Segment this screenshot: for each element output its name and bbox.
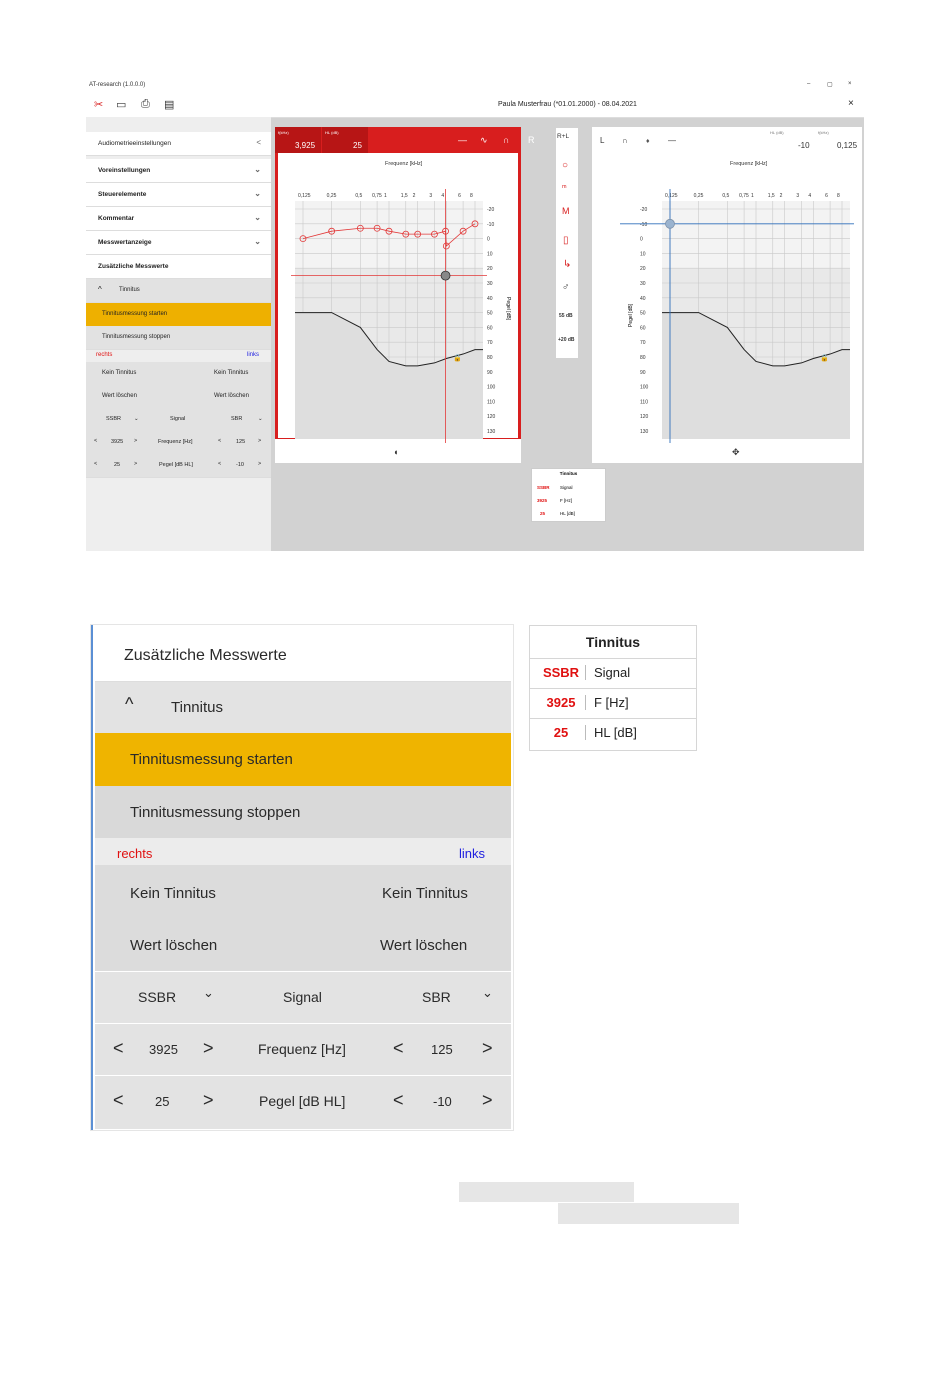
start-label: Tinnitusmessung starten: [102, 311, 168, 317]
left-ear-label: links: [247, 352, 260, 358]
x-tick-label: 0,75: [372, 193, 382, 199]
y-tick-label: 110: [640, 399, 648, 406]
clear-right-button[interactable]: Wert löschen: [102, 393, 137, 399]
x-tick-label: 1,5: [767, 193, 775, 199]
x-tick-label: 0,125: [665, 193, 678, 199]
frequency-row: [95, 1023, 511, 1075]
section-title: Zusätzliche Messwerte: [124, 647, 287, 664]
y-axis-title: Pegel [dB]: [505, 297, 511, 321]
y-tick-label: 80: [640, 355, 646, 361]
mini-freq-label: F [Hz]: [560, 498, 572, 503]
m-symbol-button[interactable]: M: [562, 206, 570, 216]
x-axis-title: Frequenz [kHz]: [385, 161, 423, 167]
patient-icon[interactable]: ✂: [94, 99, 104, 111]
right-ear-audiogram[interactable]: [275, 127, 535, 463]
signal-left-select[interactable]: SBR: [422, 989, 451, 1005]
clear-right-button[interactable]: Wert löschen: [130, 937, 218, 954]
right-ear-label: rechts: [96, 352, 113, 358]
mini-freq-value: 3925: [537, 498, 548, 503]
signal-right-select[interactable]: SSBR: [138, 989, 177, 1005]
freq-header-label: f(kHz): [818, 130, 829, 135]
minimize-button[interactable]: –: [807, 81, 811, 87]
redacted-block: [558, 1203, 739, 1224]
app-screenshot: [86, 79, 864, 551]
sidebar-item-label: Messwertanzeige: [98, 239, 152, 246]
mini-signal-value: SSBR: [537, 485, 550, 490]
freq-left-decrease-icon[interactable]: <: [393, 1038, 404, 1058]
masked-symbol-button[interactable]: ᵐ: [562, 183, 567, 192]
mini-tinnitus-table: [531, 468, 606, 522]
sidebar-item-label: Zusätzliche Messwerte: [98, 263, 169, 270]
rl-button[interactable]: R+L: [557, 133, 570, 140]
sidebar-item-audiometrieeinstellungen[interactable]: [86, 132, 271, 156]
y-tick-label: 80: [487, 355, 493, 361]
level-right-decrease-icon[interactable]: <: [113, 1090, 124, 1110]
ear-labels-row: [95, 838, 511, 865]
mini-level-label: HL [dB]: [560, 511, 575, 516]
sidebar-item-label: Voreinstellungen: [98, 167, 151, 174]
level-right-value: 25: [155, 1094, 170, 1109]
y-tick-label: -10: [487, 221, 495, 228]
left-ear-audiogram[interactable]: [592, 127, 862, 463]
chevron-up-icon: ^: [125, 694, 134, 714]
signal-label: Signal: [585, 665, 630, 680]
tinnitus-group-header[interactable]: [95, 681, 511, 734]
signal-row: [86, 408, 271, 432]
level-left-value: -10: [236, 462, 244, 468]
clear-row: [86, 385, 271, 409]
frequency-label: Frequenz [Hz]: [158, 439, 193, 445]
middle-toolbar: [556, 128, 578, 358]
freq-right-increase-icon[interactable]: >: [134, 438, 138, 444]
hl-header-value: -10: [798, 141, 810, 150]
frequency-row: [86, 431, 271, 455]
chevron-down-icon: ⌄: [134, 416, 139, 422]
hl-header-label: HL (dB): [770, 130, 784, 135]
freq-value: 3925: [546, 695, 576, 710]
y-tick-label: 50: [640, 310, 646, 317]
cursor-marker: [666, 219, 675, 228]
sidebar-item-zusaetzliche-messwerte[interactable]: [86, 255, 271, 279]
sidebar-item-label: Kommentar: [98, 215, 135, 222]
y-tick-label: 100: [487, 384, 496, 391]
level-label: Pegel [dB HL]: [259, 1093, 346, 1109]
table-row: [530, 659, 696, 689]
right-ear-label: rechts: [117, 846, 153, 861]
zoom-section-title: [95, 625, 511, 681]
bone-icon[interactable]: ♦: [646, 138, 650, 145]
x-tick-label: 0,125: [298, 193, 311, 199]
freq-left-increase-icon[interactable]: >: [258, 438, 262, 444]
sidebar-zoom-detail: [91, 625, 513, 1130]
y-tick-label: 120: [640, 414, 649, 421]
x-tick-label: 4: [808, 193, 812, 199]
circle-symbol-button[interactable]: ○: [562, 160, 569, 171]
signal-right-select[interactable]: SSBR: [106, 416, 121, 422]
x-tick-label: 6: [825, 193, 828, 199]
tinnitus-group-header[interactable]: [86, 279, 271, 303]
freq-header-value: 3,925: [295, 141, 316, 150]
tinnitus-table-title: Tinnitus: [530, 626, 696, 659]
y-tick-label: 70: [487, 340, 493, 347]
speaker-icon[interactable]: ◖: [393, 447, 399, 457]
start-tinnitus-button[interactable]: [95, 733, 511, 786]
frequency-label: Frequenz [Hz]: [258, 1041, 346, 1057]
freq-left-decrease-icon[interactable]: <: [218, 438, 222, 444]
left-ear-label: links: [459, 846, 486, 861]
hl-header-value: 25: [353, 141, 362, 150]
signal-label: Signal: [283, 989, 322, 1005]
clear-left-button[interactable]: Wert löschen: [380, 937, 468, 954]
freq-right-value: 3925: [111, 439, 124, 445]
lock-icon: 🔒: [820, 355, 829, 362]
maximize-button[interactable]: ▢: [827, 82, 833, 88]
stop-tinnitus-button[interactable]: [86, 326, 271, 350]
y-tick-label: 0: [640, 236, 643, 243]
sidebar-item-kommentar[interactable]: [86, 207, 271, 231]
tinnitus-table: [529, 625, 697, 751]
table-row: [530, 689, 696, 719]
y-tick-label: 130: [487, 429, 496, 435]
bone-symbol-button[interactable]: ▯: [563, 235, 569, 246]
x-tick-label: 0,25: [693, 193, 704, 199]
y-tick-label: 10: [640, 251, 646, 258]
y-tick-label: 90: [487, 369, 493, 376]
level-value: 25: [553, 725, 569, 740]
level-right-increase-icon[interactable]: >: [203, 1090, 214, 1110]
freq-right-decrease-icon[interactable]: <: [113, 1038, 124, 1058]
freq-left-value: 125: [431, 1042, 453, 1057]
toolbar: [86, 93, 864, 118]
y-tick-label: 40: [640, 295, 646, 302]
level-row: [86, 454, 271, 478]
close-patient-button[interactable]: ×: [848, 98, 854, 109]
y-tick-label: 60: [640, 325, 646, 332]
signal-left-select[interactable]: SBR: [231, 416, 243, 422]
level-right-increase-icon[interactable]: >: [134, 461, 138, 467]
y-tick-label: 0: [487, 236, 490, 243]
no-tinnitus-left-button[interactable]: Kein Tinnitus: [382, 885, 468, 902]
ear-labels-row: [86, 350, 271, 362]
tinnitus-header-label: Tinnitus: [119, 287, 140, 293]
level-left-value: -10: [433, 1094, 452, 1109]
freq-left-value: 125: [236, 439, 246, 445]
app-title: AT-research (1.0.0.0): [89, 82, 146, 88]
y-tick-label: 20: [487, 266, 493, 273]
sidebar: [86, 117, 271, 551]
level-left-increase-icon[interactable]: >: [258, 461, 262, 467]
y-tick-label: 30: [487, 281, 493, 287]
mini-signal-label: Signal: [560, 485, 573, 490]
chevron-down-icon: ⌄: [254, 189, 261, 198]
x-tick-label: 3: [429, 193, 433, 199]
y-tick-label: 70: [640, 340, 646, 347]
no-tinnitus-row: [86, 362, 271, 385]
sidebar-item-label: Steuerelemente: [98, 191, 147, 198]
y-tick-label: 120: [487, 414, 496, 421]
window-titlebar: [86, 79, 864, 93]
chevron-down-icon: ⌄: [254, 165, 261, 174]
window-close-button[interactable]: ×: [848, 81, 852, 87]
x-tick-label: 2: [412, 193, 416, 199]
level-right-decrease-icon[interactable]: <: [94, 461, 98, 467]
redacted-block: [459, 1182, 634, 1202]
plus20-button[interactable]: +20 dB: [558, 337, 575, 343]
headphone-icon[interactable]: ∩: [622, 136, 628, 145]
y-tick-label: 40: [487, 295, 493, 302]
y-tick-label: 90: [640, 369, 646, 376]
signal-label: Signal: [170, 416, 186, 422]
x-tick-label: 0,25: [326, 193, 337, 199]
headphone-icon[interactable]: ∩: [503, 135, 510, 145]
stop-tinnitus-button[interactable]: [95, 786, 511, 838]
chevron-down-icon: ⌄: [258, 416, 263, 422]
no-tinnitus-right-button[interactable]: Kein Tinnitus: [102, 370, 137, 376]
level-55-button[interactable]: 55 dB: [559, 313, 573, 319]
tinnitus-marker: [441, 271, 450, 280]
no-tinnitus-right-button[interactable]: Kein Tinnitus: [130, 885, 216, 902]
mini-level-value: 25: [540, 511, 546, 516]
y-tick-label: 20: [640, 266, 646, 273]
level-left-increase-icon[interactable]: >: [482, 1090, 493, 1110]
y-axis-title: Pegel [dB]: [628, 303, 634, 327]
level-left-decrease-icon[interactable]: <: [393, 1090, 404, 1110]
tinnitus-actions: [95, 865, 511, 971]
level-label: HL [dB]: [585, 725, 637, 740]
sidebar-item-steuerelemente[interactable]: [86, 183, 271, 207]
x-tick-label: 8: [470, 193, 473, 199]
hl-header-label: HL (dB): [325, 130, 339, 135]
x-tick-label: 4: [441, 193, 445, 199]
save-icon[interactable]: ▤: [164, 99, 175, 111]
y-tick-label: 130: [640, 429, 649, 435]
chevron-down-icon: ⌄: [482, 985, 493, 1000]
x-tick-label: 3: [796, 193, 800, 199]
freq-left-increase-icon[interactable]: >: [482, 1038, 493, 1058]
clear-left-button[interactable]: Wert löschen: [214, 393, 249, 399]
start-label: Tinnitusmessung starten: [130, 751, 293, 768]
lock-icon: 🔒: [453, 355, 462, 362]
y-tick-label: 60: [487, 325, 493, 332]
y-tick-label: 50: [487, 310, 493, 317]
mini-table-title: Tinnitus: [559, 471, 578, 476]
minus-icon[interactable]: —: [458, 135, 467, 145]
y-tick-label: 10: [487, 251, 493, 258]
y-tick-label: 100: [640, 384, 649, 391]
chevron-down-icon: ⌄: [203, 985, 214, 1000]
no-tinnitus-left-button[interactable]: Kein Tinnitus: [214, 370, 249, 376]
freq-header-label: f(kHz): [278, 130, 289, 135]
level-label: Pegel [dB HL]: [159, 462, 193, 468]
sidebar-item-messwertanzeige[interactable]: [86, 231, 271, 255]
freq-header-value: 0,125: [837, 141, 858, 150]
uncomfortable-symbol-button[interactable]: ♂: [562, 282, 570, 293]
y-tick-label: -20: [487, 207, 495, 213]
table-row: [530, 719, 696, 748]
y-tick-label: 110: [487, 399, 495, 406]
signal-value: SSBR: [542, 665, 580, 680]
sidebar-item-voreinstellungen[interactable]: [86, 159, 271, 183]
screen-icon[interactable]: ▭: [116, 99, 127, 111]
x-tick-label: 0,5: [355, 193, 363, 199]
x-tick-label: 8: [837, 193, 840, 199]
freq-label: F [Hz]: [585, 695, 629, 710]
tinnitus-label: Tinnitus: [171, 699, 223, 716]
level-row: [95, 1075, 511, 1129]
x-tick-label: 1: [751, 193, 754, 199]
waveform-icon[interactable]: ∿: [480, 135, 488, 145]
y-tick-label: -20: [640, 207, 648, 213]
freq-right-decrease-icon[interactable]: <: [94, 438, 98, 444]
level-right-value: 25: [114, 462, 121, 468]
left-ear-label: L: [600, 136, 605, 145]
x-axis-title: Frequenz [kHz]: [730, 161, 768, 167]
chevron-left-icon: <: [256, 138, 261, 147]
sidebar-item-label: Audiometrieeinstellungen: [98, 140, 171, 147]
x-tick-label: 1: [384, 193, 387, 199]
stop-label: Tinnitusmessung stoppen: [102, 334, 171, 340]
y-tick-label: 30: [640, 281, 646, 287]
x-tick-label: 1,5: [400, 193, 408, 199]
arrow-symbol-button[interactable]: ↳: [563, 259, 572, 270]
x-tick-label: 6: [458, 193, 461, 199]
x-tick-label: 2: [779, 193, 783, 199]
chevron-down-icon: ⌄: [254, 213, 261, 222]
noise-icon[interactable]: ✥: [732, 447, 740, 457]
print-icon[interactable]: ⎙: [141, 98, 150, 110]
x-tick-label: 0,75: [739, 193, 749, 199]
chevron-down-icon: ⌄: [254, 237, 261, 246]
y-tick-label: -10: [640, 221, 648, 228]
freq-right-increase-icon[interactable]: >: [203, 1038, 214, 1058]
freq-right-value: 3925: [149, 1042, 178, 1057]
right-grid: [291, 189, 496, 443]
signal-row: [95, 971, 511, 1023]
stop-label: Tinnitusmessung stoppen: [130, 804, 301, 821]
patient-info: Paula Musterfrau (*01.01.2000) - 08.04.2021: [498, 101, 637, 108]
minus-icon[interactable]: —: [668, 136, 676, 145]
level-left-decrease-icon[interactable]: <: [218, 461, 222, 467]
chevron-up-icon: ^: [98, 285, 102, 294]
ear-label: R: [528, 135, 535, 145]
x-tick-label: 0,5: [722, 193, 730, 199]
start-tinnitus-button[interactable]: [86, 303, 271, 326]
